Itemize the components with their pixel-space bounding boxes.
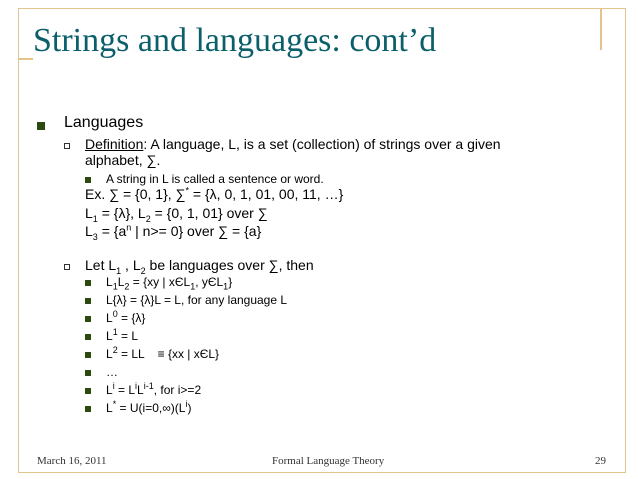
footer-course: Formal Language Theory [272,455,385,467]
slide-title: Strings and languages: cont’d [33,22,437,59]
definition-term: Definition [85,136,144,152]
list-item: L{λ} = {λ}L = L, for any language L [106,293,288,307]
square-bullet-icon [85,316,91,322]
list-item: $L^i = L^iL^{i-1}$, for i>=2 [106,381,202,397]
definition-text: : A language, L, is a set (collection) of strings over a given [143,136,501,152]
list-item: $L_1L_2 = \{xy$ | xЄL$_1$, yЄL$_1$} [106,275,233,292]
square-bullet-icon [85,334,91,340]
hollow-square-bullet-icon [64,143,70,149]
list-item: $L^* = U(i=0,\infty)(L^i)$ [106,399,192,415]
l3-line: $L_3 = \{a^n$ | n>= 0} over ∑ = {a} [85,222,262,242]
square-bullet-icon [85,177,91,183]
definition-continued: alphabet, ∑. [85,152,161,168]
footer-date: March 16, 2011 [37,455,107,467]
square-bullet-icon [85,370,91,376]
bullet-sentence: A string in L is called a sentence or word. [106,172,324,186]
list-item: … [106,365,118,379]
square-bullet-icon [85,388,91,394]
bullet-let: Let $L_1$ , $L_2$ be languages over ∑, then [85,257,314,276]
list-item: $L^1 = L$ [106,327,139,343]
square-bullet-icon [37,122,45,130]
square-bullet-icon [85,352,91,358]
square-bullet-icon [85,406,91,412]
square-bullet-icon [85,280,91,286]
list-item: $L^0 = \{\lambda\}$ [106,309,146,325]
list-item: $L^2$ = LL ≡ {xx | xЄL} [106,345,220,361]
page-number: 29 [595,455,606,467]
hollow-square-bullet-icon [64,264,70,270]
square-bullet-icon [85,298,91,304]
example-line: Ex. ∑ = {0, 1}, ∑* = {λ, 0, 1, 01, 00, 11, …} [85,185,344,202]
bullet-languages: Languages [64,114,144,131]
bullet-definition [85,136,501,152]
l1-l2-line: $L_1 = \{\lambda\}$, $L_2 = \{0$, 1, 01} over ∑ [85,205,268,224]
